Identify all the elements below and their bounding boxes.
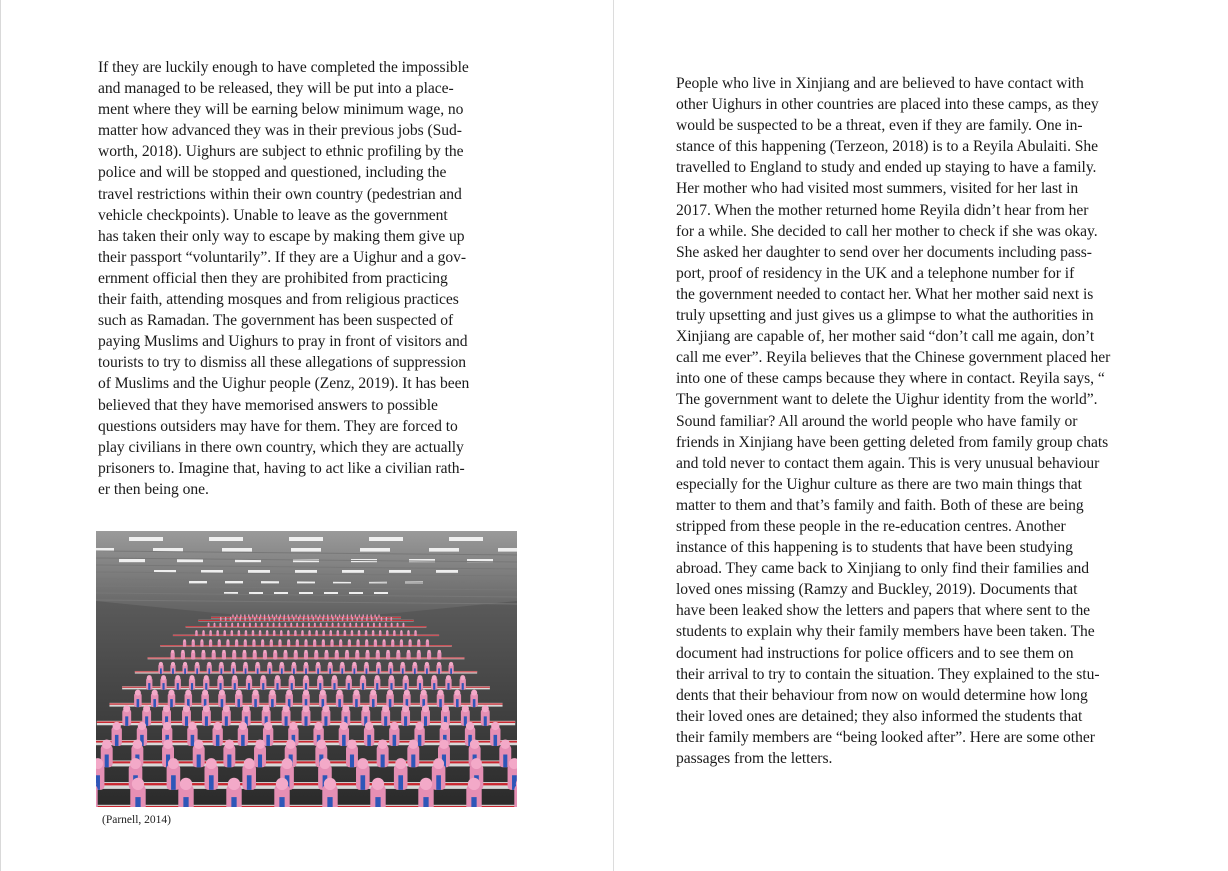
text-line: prisoners to. Imagine that, having to act like a civilian rath- <box>98 459 465 477</box>
text-line: The government want to delete the Uighur identity from the world”. <box>676 391 1098 409</box>
text-line: other Uighurs in other countries are placed into these camps, as they <box>676 96 1099 114</box>
text-line: would be suspected to be a threat, even if they are family. One in- <box>676 117 1083 135</box>
text-line: call me ever”. Reyila believes that the Chinese government placed her <box>676 349 1111 367</box>
text-line: tourists to try to dismiss all these allegations of suppression <box>98 354 467 372</box>
text-line: especially for the Uighur culture as there are two main things that <box>676 475 1082 493</box>
text-line: Xinjiang are capable of, her mother said “don’t call me again, don’t <box>676 328 1095 346</box>
text-line: police and will be stopped and questioned, including the <box>98 164 447 182</box>
text-line: instance of this happening is to students that have been studying <box>676 539 1073 557</box>
text-line: friends in Xinjiang have been getting deleted from family group chats <box>676 433 1109 451</box>
text-line: and managed to be released, they will be put into a place- <box>98 80 454 98</box>
text-line: of Muslims and the Uighur people (Zenz, 2019). It has been <box>98 375 470 393</box>
text-line: questions outsiders may have for them. They are forced to <box>98 417 458 435</box>
left-body-paragraph <box>98 57 518 500</box>
text-line: ernment official then they are prohibited from practicing <box>98 269 448 287</box>
text-line: matter to them and that’s family and faith. Both of these are being <box>676 496 1084 514</box>
text-line: their passport “voluntarily”. If they are a Uighur and a gov- <box>98 248 467 266</box>
text-line: People who live in Xinjiang and are believed to have contact with <box>676 75 1084 92</box>
text-line: If they are luckily enough to have completed the impossible <box>98 59 469 76</box>
image-caption: (Parnell, 2014) <box>102 814 171 826</box>
text-line: into one of these camps because they where in contact. Reyila says, “ <box>676 370 1105 388</box>
text-line: vehicle checkpoints). Unable to leave as the government <box>98 206 448 224</box>
text-line: paying Muslims and Uighurs to pray in front of visitors and <box>98 333 468 351</box>
text-line: abroad. They came back to Xinjiang to only find their families and <box>676 560 1089 578</box>
text-line: 2017. When the mother returned home Reyila didn’t hear from her <box>676 201 1089 219</box>
text-line: travelled to England to study and ended up staying to have a family. <box>676 159 1097 177</box>
text-line: such as Ramadan. The government has been suspected of <box>98 312 454 330</box>
text-line: matter how advanced they was in their previous jobs (Sud- <box>98 122 462 140</box>
text-line: loved ones missing (Ramzy and Buckley, 2019). Documents that <box>676 581 1078 599</box>
text-line: travel restrictions within their own country (pedestrian and <box>98 185 462 203</box>
text-line: has taken their only way to escape by making them give up <box>98 227 465 245</box>
text-line: passages from the letters. <box>676 750 833 767</box>
text-line: er then being one. <box>98 480 209 498</box>
text-line: stance of this happening (Terzeon, 2018) is to a Reyila Abulaiti. She <box>676 138 1099 156</box>
text-line: their loved ones are detained; they also informed the students that <box>676 707 1083 725</box>
text-line: play civilians in there own country, which they are actually <box>98 438 464 456</box>
text-line: believed that they have memorised answers to possible <box>98 396 438 414</box>
text-line: for a while. She decided to call her mother to check if she was okay. <box>676 222 1098 240</box>
text-line: their faith, attending mosques and from religious practices <box>98 291 459 309</box>
text-line: document had instructions for police officers and to see them on <box>676 644 1074 662</box>
text-line: Her mother who had visited most summers, visited for her last in <box>676 180 1079 198</box>
text-line: She asked her daughter to send over her documents including pass- <box>676 243 1092 261</box>
text-line: their arrival to try to contain the situation. They explained to the stu- <box>676 665 1100 683</box>
factory-workers-photo <box>96 531 517 807</box>
text-line: worth, 2018). Uighurs are subject to ethnic profiling by the <box>98 143 464 161</box>
text-line: stripped from these people in the re-education centres. Another <box>676 517 1066 535</box>
text-line: truly upsetting and just gives us a glimpse to what the authorities in <box>676 307 1094 325</box>
right-body-paragraph <box>676 73 1166 769</box>
text-line: the government needed to contact her. What her mother said next is <box>676 285 1094 303</box>
text-line: have been leaked show the letters and papers that where sent to the <box>676 602 1091 620</box>
text-line: ment where they will be earning below minimum wage, no <box>98 101 464 119</box>
factory-workers-image <box>96 531 517 807</box>
text-line: their family members are “being looked after”. Here are some other <box>676 728 1095 746</box>
text-line: students to explain why their family members have been taken. The <box>676 623 1095 641</box>
text-line: and told never to contact them again. This is very unusual behaviour <box>676 454 1100 472</box>
text-line: port, proof of residency in the UK and a telephone number for if <box>676 264 1075 282</box>
text-line: Sound familiar? All around the world people who have family or <box>676 412 1078 430</box>
text-line: dents that their behaviour from now on would determine how long <box>676 686 1088 704</box>
